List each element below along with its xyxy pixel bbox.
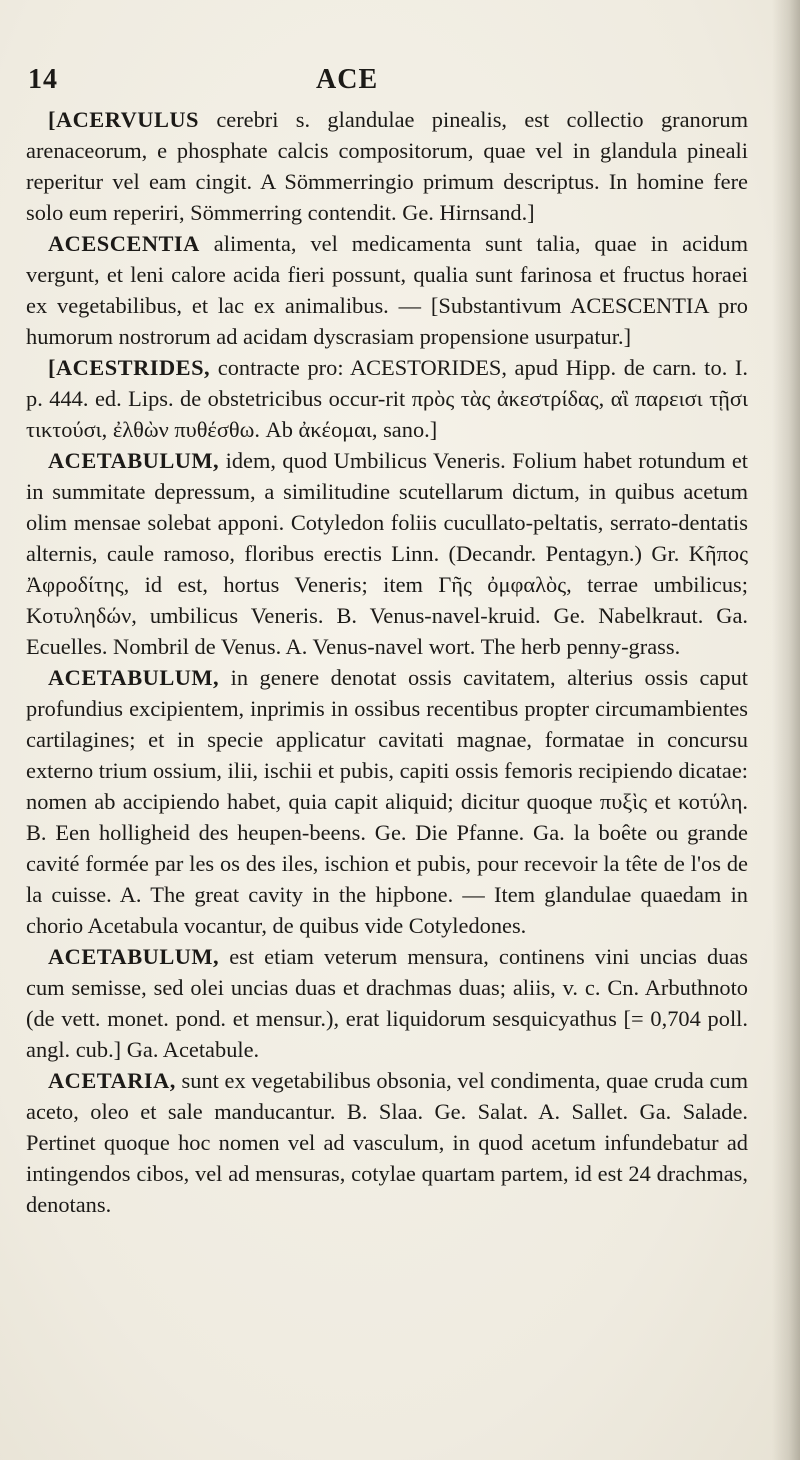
entry-acetabulum-measure [26, 941, 748, 1065]
entry-acestrides [26, 352, 748, 445]
headword: ACETARIA, [48, 1068, 176, 1093]
dictionary-entries [26, 104, 748, 1220]
entry-text: sunt ex vegetabilibus obsonia, vel condimenta, quae cruda cum aceto, oleo et sale manducantur. B. Slaa. Ge. Salat. A. Sallet. Ga. Salade. Pertinet quoque hoc nomen vel ad vasculum, in quod acetum infundebatur ad intingendos cibos, vel ad mensuras, cotylae quartam partem, id est 24 drachmas, denotans. [26, 1068, 748, 1217]
headword: ACESCENTIA [48, 231, 200, 256]
headword: [ACERVULUS [48, 107, 200, 132]
page-number: 14 [28, 64, 58, 95]
entry-text: contracte pro: ACESTORIDES, apud Hipp. de carn. to. I. p. 444. ed. Lips. de obstetricibus occur-rit πρὸς τὰς ἀκεστρίδας, αἳ παρεισι τῇσι τικτούσι, ἐλθὼν πυθέσθω. Ab ἀκέομαι, sano.] [26, 355, 748, 442]
headword: [ACESTRIDES, [48, 355, 211, 380]
entry-text: est etiam veterum mensura, continens vini uncias duas cum semisse, sed olei uncias duas et drachmas duas; aliis, v. c. Cn. Arbuthnoto (de vett. monet. pond. et mensur.), erat liquidorum sesquicyathus [= 0,704 poll. angl. cub.] Ga. Acetabule. [26, 944, 748, 1062]
entry-acetaria [26, 1065, 748, 1220]
entry-text: idem, quod Umbilicus Veneris. Folium habet rotundum et in summitate depressum, a similitudine scutellarum dictum, in quibus acetum olim mensae solebat apponi. Cotyledon foliis cucullato-peltatis, serrato-dentatis alternis, caule ramoso, floribus erectis Linn. (Decandr. Pentagyn.) Gr. Κῆπος Ἀφροδίτης, id est, hortus Veneris; item Γῆς ὀμφαλὸς, terrae umbilicus; Κοτυληδών, umbilicus Veneris. B. Venus-navel-kruid. Ge. Nabelkraut. Ga. Ecuelles. Nombril de Venus. A. Venus-navel wort. The herb penny-grass. [26, 448, 748, 659]
entry-acetabulum-anatomy [26, 662, 748, 941]
page-header [26, 58, 746, 98]
running-head: ACE [316, 64, 379, 95]
page-edge-shadow [772, 0, 800, 1460]
headword: ACETABULUM, [48, 448, 220, 473]
entry-acervulus [26, 104, 748, 228]
entry-text: alimenta, vel medicamenta sunt talia, quae in acidum vergunt, et leni calore acida fieri possunt, qualia sunt farinosa et fructus horaei ex vegetabilibus, et lac ex animalibus. — [Substantivum ACESCENTIA pro humorum nostrorum ad acidam dyscrasiam propensione usurpatur.] [26, 231, 748, 349]
entry-text: cerebri s. glandulae pinealis, est collectio granorum arenaceorum, e phosphate calcis compositorum, quae vel in glandula pineali reperitur vel eam cingit. A Sömmerringio primum descriptus. In homine fere solo eum reperiri, Sömmerring contendit. Ge. Hirnsand.] [26, 107, 748, 225]
entry-acescentia [26, 228, 748, 352]
headword: ACETABULUM, [48, 944, 220, 969]
entry-text: in genere denotat ossis cavitatem, alterius ossis caput profundius excipientem, inprimis in ossibus recentibus propter circumambientes cartilagines; et in specie applicatur cavitati magnae, formatae in concursu externo trium ossium, ilii, ischii et pubis, capiti ossis femoris recipiendo dicatae: nomen ab accipiendo habet, quia capit aliquid; dicitur quoque πυξὶς et κοτύλη. B. Een holligheid des heupen-beens. Ge. Die Pfanne. Ga. la boête ou grande cavité formée par les os des iles, ischion et pubis, pour recevoir la tête de l'os de la cuisse. A. The great cavity in the hipbone. — Item glandulae quaedam in chorio Acetabula vocantur, de quibus vide Cotyledones. [26, 665, 748, 938]
headword: ACETABULUM, [48, 665, 220, 690]
entry-acetabulum-plant [26, 445, 748, 662]
